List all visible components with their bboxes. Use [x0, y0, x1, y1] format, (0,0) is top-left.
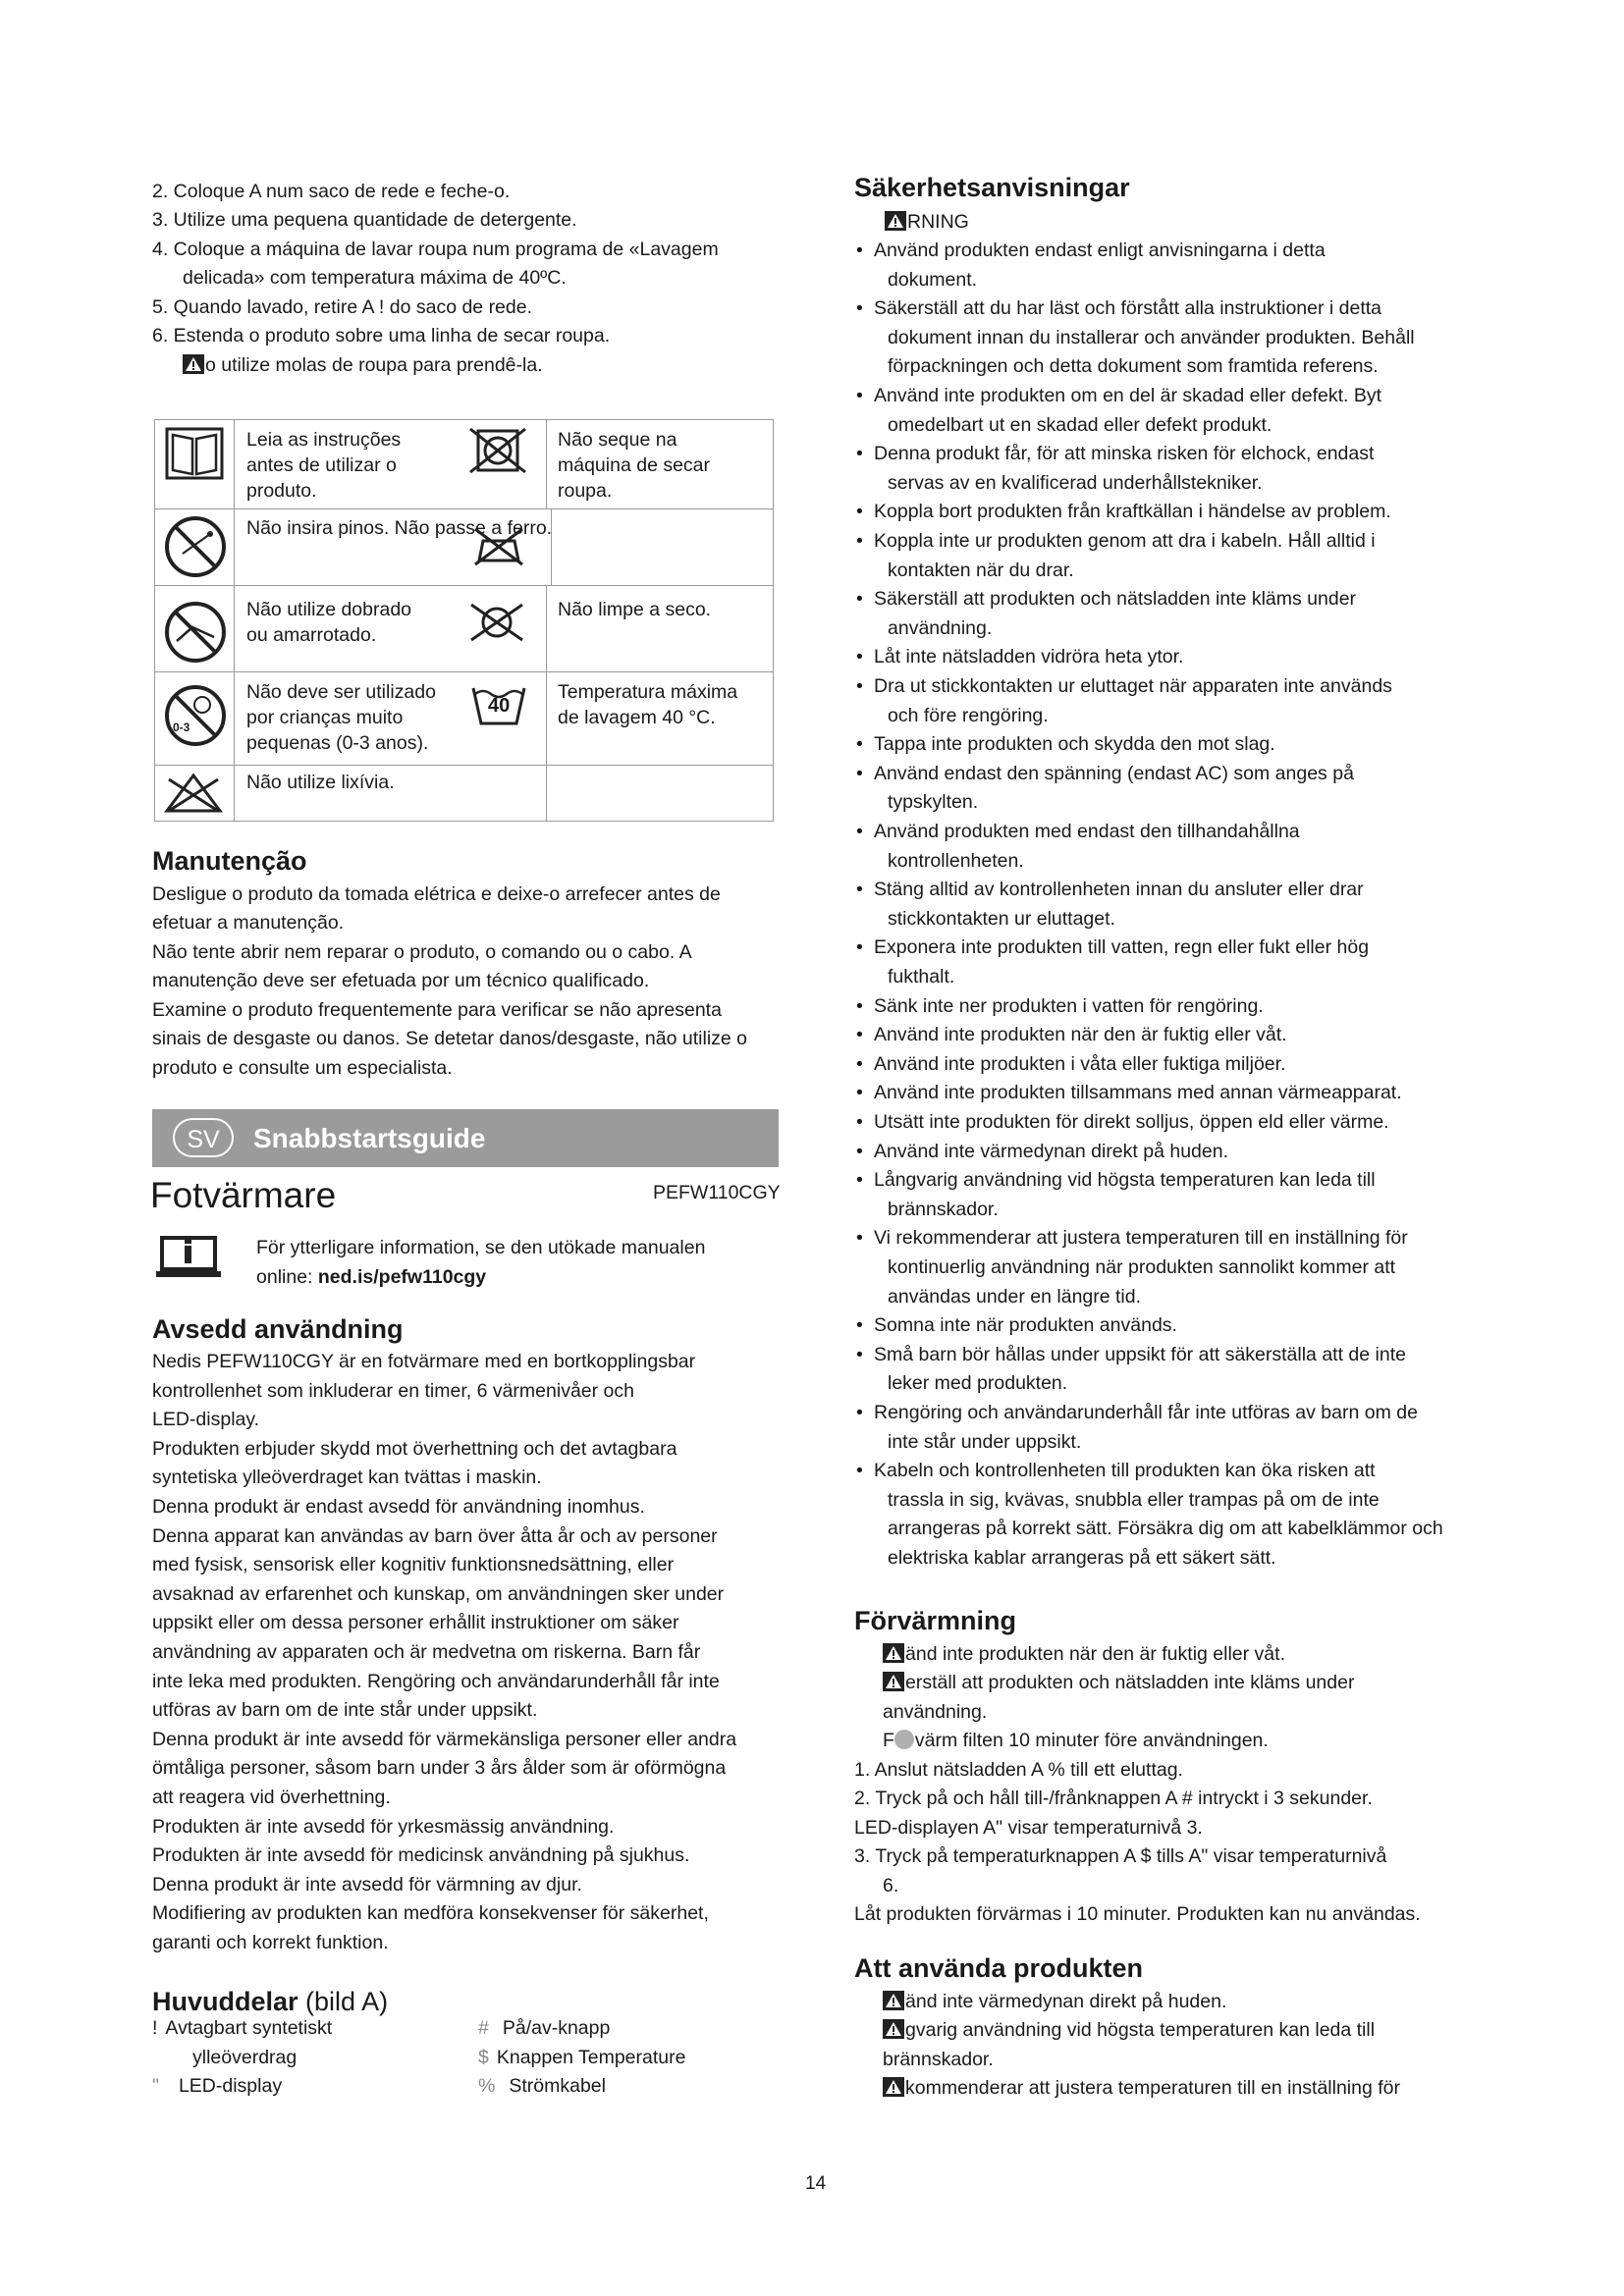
safety-bullet — [856, 1079, 1402, 1107]
part-label: LED-display — [178, 2075, 283, 2097]
safety-bullet-text: Dra ut stickkontakten ur eluttaget när apparaten inte används — [874, 675, 1392, 697]
no-bleach-icon — [163, 772, 224, 815]
step-5: 5. Quando lavado, retire A ! do saco de rede. — [152, 296, 533, 318]
part-symbol: $ — [478, 2047, 489, 2068]
intended-use-line: Produkten erbjuder skydd mot överhettning och det avtagbara — [152, 1437, 677, 1460]
bullet-dot: • — [856, 1024, 863, 1046]
part-item: ylleöverdrag — [192, 2047, 298, 2068]
maintenance-line: Desligue o produto da tomada elétrica e deixe-o arrefecer antes de — [152, 883, 721, 905]
warning-icon — [883, 1991, 904, 2010]
preheating-warning-cont: användning. — [883, 1701, 988, 1723]
safety-bullet — [856, 730, 1275, 759]
intended-use-line: att reagera vid överhettning. — [152, 1787, 391, 1808]
info-laptop-icon — [154, 1236, 223, 1279]
bullet-dot: • — [856, 994, 863, 1017]
safety-bullet — [856, 527, 1376, 556]
preheating-note — [883, 1727, 1269, 1755]
safety-bullet-cont: kontakten när du drar. — [888, 559, 1074, 581]
safety-bullet-cont: dokument. — [888, 268, 978, 291]
bullet-dot: • — [856, 675, 863, 697]
bullet-dot: • — [856, 1111, 863, 1133]
intended-use-line: Produkten är inte avsedd för medicinsk användning på sjukhus. — [152, 1844, 690, 1867]
safety-bullet-cont: användning. — [888, 616, 993, 639]
intended-use-line: kontrollenhet som inkluderar en timer, 6 värmenivåer och — [152, 1379, 634, 1402]
part-item — [152, 2014, 332, 2043]
maintenance-title: Manutenção — [152, 846, 307, 876]
part-item — [478, 2044, 685, 2072]
safety-bullet-cont: servas av en kvalificerad underhållstekniker. — [888, 471, 1263, 494]
safety-bullet-cont: förpackningen och detta dokument som framtida referens. — [888, 355, 1379, 378]
note-prefix: F — [883, 1730, 894, 1751]
safety-bullet — [856, 672, 1392, 701]
part-label: På/av-knapp — [502, 2017, 611, 2039]
safety-bullet — [856, 760, 1354, 788]
safety-bullet-cont: typskylten. — [888, 791, 979, 814]
safety-bullet-text: Kabeln och kontrollenheten till produkten kan öka risken att — [874, 1460, 1376, 1482]
warning-icon — [883, 1643, 904, 1663]
safety-bullet — [856, 294, 1381, 323]
using-warning-text: änd inte värmedynan direkt på huden. — [905, 1991, 1227, 2012]
maintenance-line: Não tente abrir nem reparar o produto, o comando ou o cabo. A — [152, 941, 692, 963]
bullet-dot: • — [856, 762, 863, 784]
part-symbol: # — [478, 2017, 489, 2039]
safety-bullet-text: Säkerställ att du har läst och förstått alla instruktioner i detta — [874, 297, 1382, 320]
maintenance-line: manutenção deve ser efetuada por um técnico qualificado. — [152, 970, 650, 991]
preheating-warning — [883, 1640, 1285, 1669]
warning-icon — [883, 2019, 904, 2039]
no-children-line: por crianças muito — [246, 707, 404, 728]
using-warning — [883, 2016, 1375, 2045]
maintenance-line: Examine o produto frequentemente para verificar se não apresenta — [152, 999, 722, 1021]
no-children-line: Não deve ser utilizado — [246, 681, 436, 703]
no-tumble-dry-icon — [468, 425, 527, 476]
safety-bullet — [856, 1457, 1376, 1485]
warning-label — [885, 208, 969, 237]
info-link[interactable]: ned.is/pefw110cgy — [317, 1266, 487, 1288]
bullet-dot: • — [856, 879, 863, 901]
step-6: 6. Estenda o produto sobre uma linha de secar roupa. — [152, 325, 611, 347]
bullet-dot: • — [856, 1343, 863, 1365]
info-line: För ytterligare information, se den utökade manualen — [256, 1237, 706, 1258]
safety-bullet — [856, 992, 1264, 1021]
intended-use-line: Denna produkt är endast avsedd för användning inomhus. — [152, 1496, 645, 1518]
safety-bullet-text: Rengöring och användarunderhåll får inte utföras av barn om de — [874, 1402, 1418, 1423]
safety-bullet-cont: användas under en längre tid. — [888, 1285, 1142, 1308]
bullet-dot: • — [856, 588, 863, 611]
no-children-line: pequenas (0-3 anos). — [246, 732, 429, 754]
intended-use-line: med fysisk, sensorisk eller kognitiv funktionsnedsättning, eller — [152, 1554, 675, 1576]
safety-bullet — [856, 643, 1183, 671]
maintenance-line: produto e consulte um especialista. — [152, 1057, 453, 1079]
bullet-dot: • — [856, 1140, 863, 1162]
safety-bullet — [856, 876, 1364, 904]
warning-word: RNING — [907, 211, 969, 233]
safety-bullet — [856, 1138, 1228, 1166]
safety-bullet-text: Denna produkt får, för att minska risken för elchock, endast — [874, 443, 1375, 465]
read-instructions-line: antes de utilizar o — [246, 454, 397, 476]
preheating-warning-text: änd inte produkten när den är fuktig eller våt. — [905, 1643, 1285, 1665]
safety-bullet-cont: leker med produkten. — [888, 1372, 1068, 1395]
bullet-dot: • — [856, 1402, 863, 1423]
safety-bullet-text: Använd inte produkten i våta eller fuktiga miljöer. — [874, 1052, 1286, 1075]
safety-bullet-text: Exponera inte produkten till vatten, regn eller fukt eller hög — [874, 936, 1370, 959]
info-line-2 — [256, 1263, 486, 1292]
safety-bullet-text: Somna inte när produkten används. — [874, 1314, 1177, 1337]
intended-use-line: Denna apparat kan användas av barn över åtta år och av personer — [152, 1524, 718, 1547]
bullet-dot: • — [856, 297, 863, 320]
intended-use-line: garanti och korrekt funktion. — [152, 1932, 389, 1953]
safety-bullet — [856, 1021, 1287, 1049]
no-iron-icon — [473, 523, 524, 566]
intended-use-line: utföras av barn om de inte står under uppsikt. — [152, 1699, 538, 1722]
intended-use-line: Produkten är inte avsedd för yrkesmässig användning. — [152, 1815, 615, 1838]
intended-use-line: Denna produkt är inte avsedd för värmekänsliga personer eller andra — [152, 1728, 737, 1750]
intended-use-line: uppsikt eller om dessa personer erhållit instruktioner om säker — [152, 1612, 679, 1634]
using-warning — [883, 1988, 1226, 2016]
no-bleach-text: Não utilize lixívia. — [246, 772, 395, 793]
safety-title: Säkerhetsanvisningar — [854, 173, 1130, 202]
no-fold-line: ou amarrotado. — [246, 624, 377, 646]
part-symbol: ! — [152, 2017, 158, 2039]
intended-use-line: LED-display. — [152, 1409, 260, 1431]
banner-title: Snabbstartsguide — [253, 1123, 486, 1153]
preheating-final: Låt produkten förvärmas i 10 minuter. Produkten kan nu användas. — [854, 1903, 1421, 1925]
max-temp-line: Temperatura máxima — [558, 681, 738, 703]
safety-bullet-cont: fukthalt. — [888, 966, 955, 988]
no-fold-line: Não utilize dobrado — [246, 599, 412, 620]
safety-bullet — [856, 1311, 1177, 1340]
step-3: 3. Utilize uma pequena quantidade de detergente. — [152, 209, 577, 231]
warning-icon — [883, 2077, 904, 2097]
part-label: Avtagbart syntetiskt — [165, 2017, 333, 2039]
safety-bullet — [856, 498, 1391, 526]
main-parts-title-rest: (bild A) — [298, 1987, 389, 2016]
bullet-dot: • — [856, 443, 863, 465]
maintenance-line: sinais de desgaste ou danos. Se detetar danos/desgaste, não utilize o — [152, 1028, 748, 1049]
bullet-dot: • — [856, 733, 863, 756]
intended-use-line: Modifiering av produkten kan medföra konsekvenser för säkerhet, — [152, 1902, 709, 1925]
language-code: SV — [173, 1118, 234, 1157]
safety-bullet-cont: kontinuerlig användning när produkten sannolikt kommer att — [888, 1256, 1396, 1278]
page-number: 14 — [805, 2173, 827, 2194]
using-warning-text: kommenderar att justera temperaturen till en inställning för — [905, 2077, 1400, 2099]
safety-bullet — [856, 1341, 1406, 1369]
using-title: Att använda produkten — [854, 1953, 1144, 1983]
safety-bullet — [856, 237, 1326, 265]
preheating-warning — [883, 1669, 1354, 1697]
bullet-dot: • — [856, 646, 863, 668]
safety-bullet-text: Använd inte värmedynan direkt på huden. — [874, 1140, 1228, 1162]
part-symbol: % — [478, 2075, 496, 2097]
main-parts-title — [152, 1986, 388, 2017]
note-text: värm filten 10 minuter före användningen. — [914, 1730, 1269, 1751]
main-parts-title-bold: Huvuddelar — [152, 1987, 298, 2016]
no-fold-icon — [163, 600, 228, 665]
product-title: Fotvärmare — [150, 1175, 337, 1215]
bullet-dot: • — [856, 1082, 863, 1104]
part-symbol: " — [152, 2075, 159, 2097]
safety-bullet-text: Tappa inte produkten och skydda den mot slag. — [874, 733, 1275, 756]
warning-icon — [183, 354, 204, 374]
no-pins-icon — [163, 514, 228, 579]
step-4: 4. Coloque a máquina de lavar roupa num programa de «Lavagem — [152, 239, 719, 260]
intended-use-line: Nedis PEFW110CGY är en fotvärmare med en bortkopplingsbar — [152, 1351, 696, 1372]
no-tumble-dry-line: máquina de secar — [558, 454, 711, 476]
warning-icon — [885, 211, 906, 231]
bullet-dot: • — [856, 1227, 863, 1250]
safety-bullet-text: Använd inte produkten när den är fuktig eller våt. — [874, 1024, 1287, 1046]
safety-bullet-cont: och före rengöring. — [888, 704, 1049, 726]
read-instructions-line: produto. — [246, 480, 317, 502]
safety-bullet-text: Koppla inte ur produkten genom att dra i kabeln. Håll alltid i — [874, 530, 1376, 552]
safety-bullet-text: Låt inte nätsladden vidröra heta ytor. — [874, 646, 1184, 668]
safety-bullet-cont: omedelbart ut en skadad eller defekt produkt. — [888, 413, 1272, 436]
step-6-note — [183, 351, 543, 380]
intended-use-line: inte leka med produkten. Rengöring och användarunderhåll får inte — [152, 1670, 720, 1692]
bullet-dot: • — [856, 936, 863, 959]
safety-bullet-text: Stäng alltid av kontrollenheten innan du ansluter eller drar — [874, 879, 1364, 901]
safety-bullet — [856, 440, 1374, 468]
preheating-step: LED-displayen A" visar temperaturnivå 3. — [854, 1817, 1203, 1839]
using-warning-cont: brännskador. — [883, 2049, 994, 2070]
safety-bullet — [856, 1108, 1389, 1137]
safety-bullet-text: Säkerställ att produkten och nätsladden inte kläms under — [874, 588, 1357, 611]
intended-use-line: syntetiska ylleöverdraget kan tvättas i maskin. — [152, 1467, 542, 1489]
safety-bullet — [856, 1050, 1286, 1079]
part-label: Knappen Temperature — [496, 2047, 686, 2068]
safety-bullet-cont: trassla in sig, kvävas, snubbla eller trampas på om de inte — [888, 1488, 1380, 1511]
step-2: 2. Coloque A num saco de rede e feche-o. — [152, 181, 511, 202]
bullet-dot: • — [856, 1052, 863, 1075]
safety-bullet-cont: inte står under uppsikt. — [888, 1430, 1082, 1453]
safety-bullet — [856, 818, 1300, 846]
safety-bullet-text: Använd inte produkten om en del är skadad eller defekt. Byt — [874, 385, 1382, 406]
preheating-warning-text: erställ att produkten och nätsladden inte kläms under — [905, 1672, 1355, 1693]
model-number: PEFW110CGY — [653, 1182, 781, 1203]
intended-use-line: avsaknad av erfarenhet och kunskap, om användningen sker under — [152, 1582, 725, 1605]
using-warning — [883, 2074, 1400, 2103]
safety-bullet — [856, 1399, 1418, 1427]
age-label: 0-3 — [173, 721, 190, 734]
bullet-dot: • — [856, 530, 863, 552]
safety-bullet-cont: brännskador. — [888, 1198, 999, 1220]
safety-bullet-text: Utsätt inte produkten för direkt solljus, öppen eld eller värme. — [874, 1111, 1389, 1133]
preheating-step: 6. — [883, 1875, 899, 1896]
safety-bullet-cont: stickkontakten ur eluttaget. — [888, 907, 1115, 930]
part-item — [478, 2072, 606, 2101]
warning-icon — [883, 1672, 904, 1691]
read-instructions-line: Leia as instruções — [246, 429, 402, 451]
bullet-dot: • — [856, 501, 863, 523]
no-children-icon — [163, 683, 228, 748]
intended-use-line: Denna produkt är inte avsedd för värmning av djur. — [152, 1873, 582, 1896]
step-6-note-text: o utilize molas de roupa para prendê-la. — [205, 354, 543, 376]
safety-bullet — [856, 934, 1369, 962]
part-item — [478, 2014, 610, 2043]
info-circle-icon — [894, 1730, 914, 1749]
safety-bullet — [856, 585, 1356, 614]
safety-bullet-text: Använd produkten endast enligt anvisningarna i detta — [874, 240, 1326, 261]
maintenance-line: efetuar a manutenção. — [152, 912, 345, 934]
bullet-dot: • — [856, 240, 863, 261]
no-pins-text: Não insira pinos. Não passe a ferro. — [246, 517, 553, 539]
safety-bullet — [856, 1224, 1408, 1253]
no-dry-clean-icon — [469, 601, 524, 644]
safety-bullet — [856, 382, 1381, 410]
wash-temp-label: 40 — [488, 695, 511, 717]
safety-bullet-text: Använd inte produkten tillsammans med annan värmeapparat. — [874, 1082, 1402, 1104]
preheating-step: 1. Anslut nätsladden A % till ett eluttag. — [854, 1759, 1183, 1781]
intended-use-line: användning av apparaten och är medvetna om riskerna. Barn får — [152, 1641, 701, 1663]
part-item — [152, 2072, 282, 2101]
info-prefix: online: — [256, 1266, 318, 1288]
no-tumble-dry-line: roupa. — [558, 480, 613, 502]
safety-bullet-text: Sänk inte ner produkten i vatten för rengöring. — [874, 994, 1264, 1017]
no-dry-clean-text: Não limpe a seco. — [558, 599, 712, 620]
book-icon — [163, 425, 226, 484]
safety-bullet-cont: kontrollenheten. — [888, 849, 1024, 872]
intended-use-title: Avsedd användning — [152, 1314, 404, 1344]
safety-bullet-text: Använd endast den spänning (endast AC) som anges på — [874, 762, 1354, 784]
safety-bullet-text: Små barn bör hållas under uppsikt för att säkerställa att de inte — [874, 1343, 1406, 1365]
bullet-dot: • — [856, 821, 863, 842]
bullet-dot: • — [856, 385, 863, 406]
safety-bullet-cont: arrangeras på korrekt sätt. Försäkra dig om att kabelklämmor och — [888, 1518, 1443, 1540]
max-temp-line: de lavagem 40 °C. — [558, 707, 716, 728]
step-4-cont: delicada» com temperatura máxima de 40ºC. — [183, 267, 567, 289]
intended-use-line: ömtåliga personer, såsom barn under 3 års ålder som är oförmögna — [152, 1757, 727, 1780]
preheating-title: Förvärmning — [854, 1606, 1017, 1635]
using-warning-text: gvarig användning vid högsta temperaturen kan leda till — [905, 2019, 1376, 2041]
safety-bullet-text: Vi rekommenderar att justera temperaturen till en inställning för — [874, 1227, 1408, 1250]
bullet-dot: • — [856, 1169, 863, 1192]
safety-bullet-cont: dokument innan du installerar och använder produkten. Behåll — [888, 326, 1415, 348]
safety-bullet-text: Långvarig användning vid högsta temperaturen kan leda till — [874, 1169, 1376, 1192]
safety-bullet-text: Använd produkten med endast den tillhandahållna — [874, 821, 1300, 842]
no-tumble-dry-line: Não seque na — [558, 429, 677, 451]
preheating-step: 3. Tryck på temperaturknappen A $ tills A" visar temperaturnivå — [854, 1845, 1387, 1867]
preheating-step: 2. Tryck på och håll till-/frånknappen A # intryckt i 3 sekunder. — [854, 1788, 1373, 1809]
safety-bullet — [856, 1166, 1376, 1195]
bullet-dot: • — [856, 1314, 863, 1337]
safety-bullet-cont: elektriska kablar arrangeras på ett säkert sätt. — [888, 1547, 1276, 1569]
safety-bullet-text: Koppla bort produkten från kraftkällan i händelse av problem. — [874, 501, 1391, 523]
part-label: Strömkabel — [509, 2075, 606, 2097]
bullet-dot: • — [856, 1460, 863, 1482]
